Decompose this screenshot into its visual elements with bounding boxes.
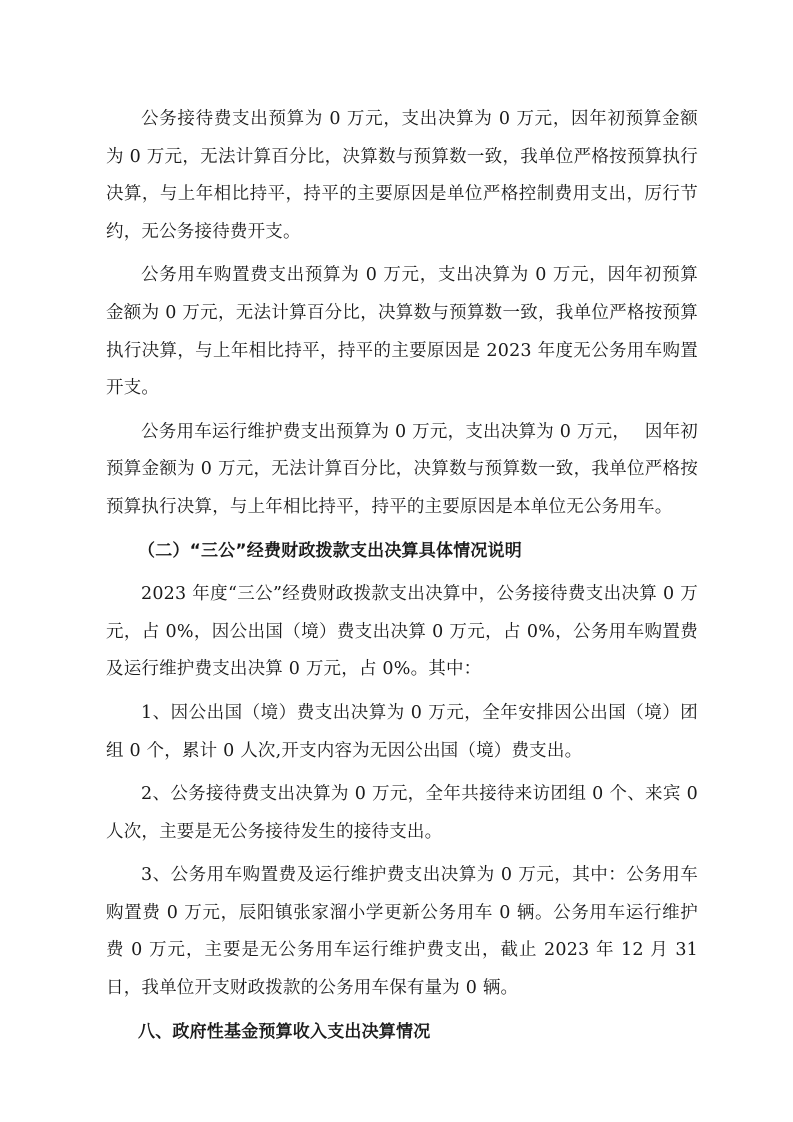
paragraph-vehicle-purchase: 公务用车购置费支出预算为 0 万元，支出决算为 0 万元，因年初预算金额为 0 万元，无法计算百分比，决算数与预算数一致，我单位严格按预算执行决算，与上年相比持平，持平的主要原因是 2023 年度无公务用车购置开支。 [106,265,698,399]
paragraph-vehicle-detail: 3、公务用车购置费及运行维护费支出决算为 0 万元，其中：公务用车购置费 0 万元，辰阳镇张家溜小学更新公务用车 0 辆。公务用车运行维护费 0 万元，主要是无公务用车运行维护费支出，截止 2023 年 12 月 31 日，我单位开支财政拨款的公务用车保有量为 0 辆。 [106,865,698,999]
paragraph-reception-detail: 2、公务接待费支出决算为 0 万元，全年共接待来访团组 0 个、来宾 0 人次，主要是无公务接待发生的接待支出。 [106,784,698,842]
paragraph-three-expenses-summary: 2023 年度“三公”经费财政拨款支出决算中，公务接待费支出决算 0 万元，占 0%，因公出国（境）费支出决算 0 万元，占 0%，公务用车购置费及运行维护费支出决算 0 万元，占 0%。其中： [106,584,698,680]
paragraph-reception-expense: 公务接待费支出预算为 0 万元，支出决算为 0 万元，因年初预算金额为 0 万元，无法计算百分比，决算数与预算数一致，我单位严格按预算执行决算，与上年相比持平，持平的主要原因是单位严格控制费用支出，厉行节约，无公务接待费开支。 [106,109,698,242]
document-body [106,101,698,1057]
section-heading-government-fund: 八、政府性基金预算收入支出决算情况 [138,1021,431,1042]
paragraph-overseas-travel: 1、因公出国（境）费支出决算为 0 万元，全年安排因公出国（境）团组 0 个，累计 0 人次,开支内容为无因公出国（境）费支出。 [106,702,698,761]
paragraph-vehicle-maintenance: 公务用车运行维护费支出预算为 0 万元，支出决算为 0 万元， 因年初预算金额为 0 万元，无法计算百分比，决算数与预算数一致，我单位严格按预算执行决算，与上年相比持平，持平的主要原因是本单位无公务用车。 [106,421,698,517]
section-heading-three-expenses: （二）“三公”经费财政拨款支出决算具体情况说明 [138,540,522,561]
